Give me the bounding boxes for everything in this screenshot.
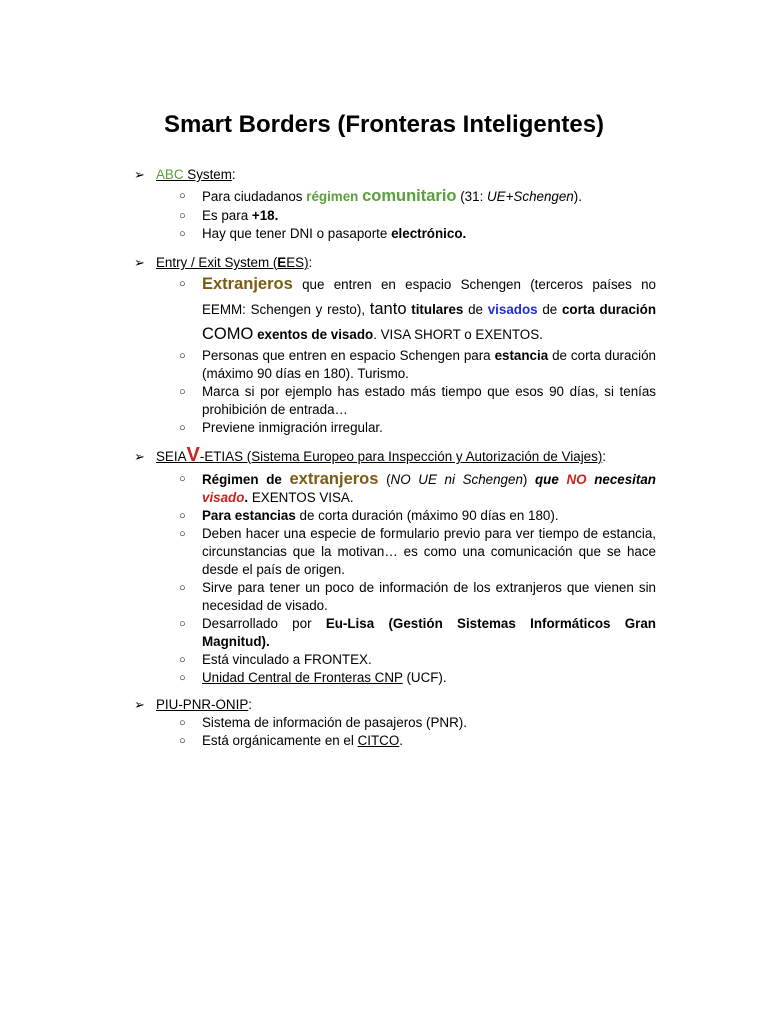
text-bold: Para estancias — [202, 508, 296, 523]
circle-bullet-icon: ○ — [179, 278, 186, 290]
text: Sirve para tener un poco de información de los extranjeros que vienen sin necesidad de visado. — [202, 580, 656, 613]
text-highlight-green: régimen — [306, 189, 359, 204]
text: Previene inmigración irregular. — [202, 420, 383, 435]
text-bold: Régimen de — [202, 472, 290, 487]
circle-bullet-icon: ○ — [179, 386, 186, 398]
text: Está vinculado a FRONTEX. — [202, 652, 372, 667]
text-underlined: Unidad Central de Fronteras CNP — [202, 670, 403, 685]
list-item — [134, 419, 656, 437]
page-title: Smart Borders (Fronteras Inteligentes) — [163, 111, 605, 138]
list-item — [134, 383, 656, 419]
list-item — [134, 714, 656, 732]
text: de corta duración (máximo 90 días en 180). — [295, 508, 559, 523]
text: Para ciudadanos — [202, 189, 307, 204]
text-bold: corta duración — [561, 302, 656, 317]
circle-bullet-icon: ○ — [179, 422, 186, 434]
list-item — [134, 507, 656, 525]
item-list — [134, 272, 656, 437]
heading-text-bold: E — [277, 255, 287, 270]
text-large: COMO — [202, 325, 254, 343]
text: de — [463, 302, 488, 317]
list-item — [134, 579, 656, 615]
list-item — [134, 347, 656, 383]
circle-bullet-icon: ○ — [179, 473, 186, 485]
text: Es para — [202, 208, 252, 223]
circle-bullet-icon: ○ — [179, 190, 186, 202]
circle-bullet-icon: ○ — [179, 228, 186, 240]
text-bold-italic: que — [535, 472, 559, 487]
heading-text: Entry / Exit System ( — [156, 255, 278, 270]
item-list — [134, 470, 656, 687]
text-bold: exentos de visado — [257, 327, 374, 342]
heading-abc: ABC — [156, 167, 184, 182]
text-highlight-brown: Extranjeros — [202, 275, 293, 293]
text: Está orgánicamente en el — [202, 733, 358, 748]
section-seiav-etias — [134, 444, 656, 687]
text: Personas que entren en espacio Schengen para — [202, 348, 495, 363]
heading-colon: : — [308, 255, 313, 270]
text-bold: Eu-Lisa (Gestión Sistemas Informáticos Gran Magnitud). — [202, 616, 656, 649]
text: ). — [573, 189, 582, 204]
text-bold: electrónico. — [391, 226, 467, 241]
text: (UCF). — [402, 670, 447, 685]
text: Hay que tener DNI o pasaporte — [202, 226, 392, 241]
list-item — [134, 651, 656, 669]
circle-bullet-icon: ○ — [179, 654, 186, 666]
text: ( — [378, 472, 391, 487]
circle-bullet-icon: ○ — [179, 672, 186, 684]
arrow-bullet-icon: ➢ — [134, 697, 145, 712]
list-item — [134, 186, 656, 207]
circle-bullet-icon: ○ — [179, 210, 186, 222]
circle-bullet-icon: ○ — [179, 717, 186, 729]
heading-text: PIU-PNR-ONIP — [156, 697, 249, 712]
text: Marca si por ejemplo has estado más tiempo que esos 90 días, si tenías prohibición de entrada… — [202, 384, 656, 417]
text: de — [537, 302, 562, 317]
section-heading — [134, 166, 656, 184]
heading-colon: : — [231, 167, 236, 182]
text: Desarrollado por — [202, 616, 326, 631]
text-highlight-brown: extranjeros — [289, 470, 379, 488]
text-italic: NO UE ni Schengen — [390, 472, 523, 487]
text: . — [399, 733, 403, 748]
list-item — [134, 525, 656, 579]
section-heading — [134, 444, 656, 468]
circle-bullet-icon: ○ — [179, 350, 186, 362]
list-item — [134, 615, 656, 651]
text-bold: estancia — [494, 348, 549, 363]
heading-text: -ETIAS (Sistema Europeo para Inspección y Autorización de Viajes) — [199, 449, 603, 464]
circle-bullet-icon: ○ — [179, 618, 186, 630]
text: de corta duración (máximo 90 días en 180). Turismo. — [202, 348, 656, 381]
heading-system: System — [183, 167, 232, 182]
section-heading — [134, 254, 656, 272]
section-entry-exit-system — [134, 254, 656, 437]
circle-bullet-icon: ○ — [179, 735, 186, 747]
section-abc-system — [134, 166, 656, 243]
circle-bullet-icon: ○ — [179, 510, 186, 522]
circle-bullet-icon: ○ — [179, 582, 186, 594]
text: (31: — [456, 189, 488, 204]
text-bold: titulares — [411, 302, 464, 317]
text-highlight-blue: visados — [487, 302, 538, 317]
list-item — [134, 470, 656, 507]
list-item — [134, 272, 656, 347]
text-large: tanto — [369, 300, 407, 318]
arrow-bullet-icon: ➢ — [134, 255, 145, 270]
text-underlined: CITCO — [357, 733, 400, 748]
text: que entren en espacio Schengen (terceros países no EEMM: Schengen y resto), — [202, 277, 656, 317]
text-highlight-green: comunitario — [362, 187, 457, 205]
heading-text: ES) — [286, 255, 309, 270]
list-item — [134, 732, 656, 750]
section-piu-pnr-onip — [134, 696, 656, 750]
heading-colon: : — [248, 697, 252, 712]
text-bold: +18. — [251, 208, 279, 223]
item-list — [134, 714, 656, 750]
heading-text-red: V — [186, 444, 200, 466]
text: ) — [522, 472, 535, 487]
list-item — [134, 225, 656, 243]
text-bold-italic: necesitan — [594, 472, 656, 487]
arrow-bullet-icon: ➢ — [134, 167, 145, 182]
text: . VISA SHORT o EXENTOS. — [373, 327, 543, 342]
heading-colon: : — [602, 449, 607, 464]
text-highlight-red: NO — [566, 472, 587, 487]
text-bold: . — [244, 490, 249, 505]
section-heading — [134, 696, 656, 714]
text-italic: UE+Schengen — [487, 189, 574, 204]
text-highlight-red: visado — [202, 490, 245, 505]
text: Sistema de información de pasajeros (PNR). — [202, 715, 467, 730]
heading-text: SEIA — [156, 449, 187, 464]
list-item — [134, 669, 656, 687]
text: Deben hacer una especie de formulario previo para ver tiempo de estancia, circunstancias que la motivan… es como una comunicación que se hace desde el país de origen. — [202, 526, 656, 577]
circle-bullet-icon: ○ — [179, 528, 186, 540]
list-item — [134, 207, 656, 225]
arrow-bullet-icon: ➢ — [134, 449, 145, 464]
item-list — [134, 186, 656, 243]
text: EXENTOS VISA. — [248, 490, 354, 505]
